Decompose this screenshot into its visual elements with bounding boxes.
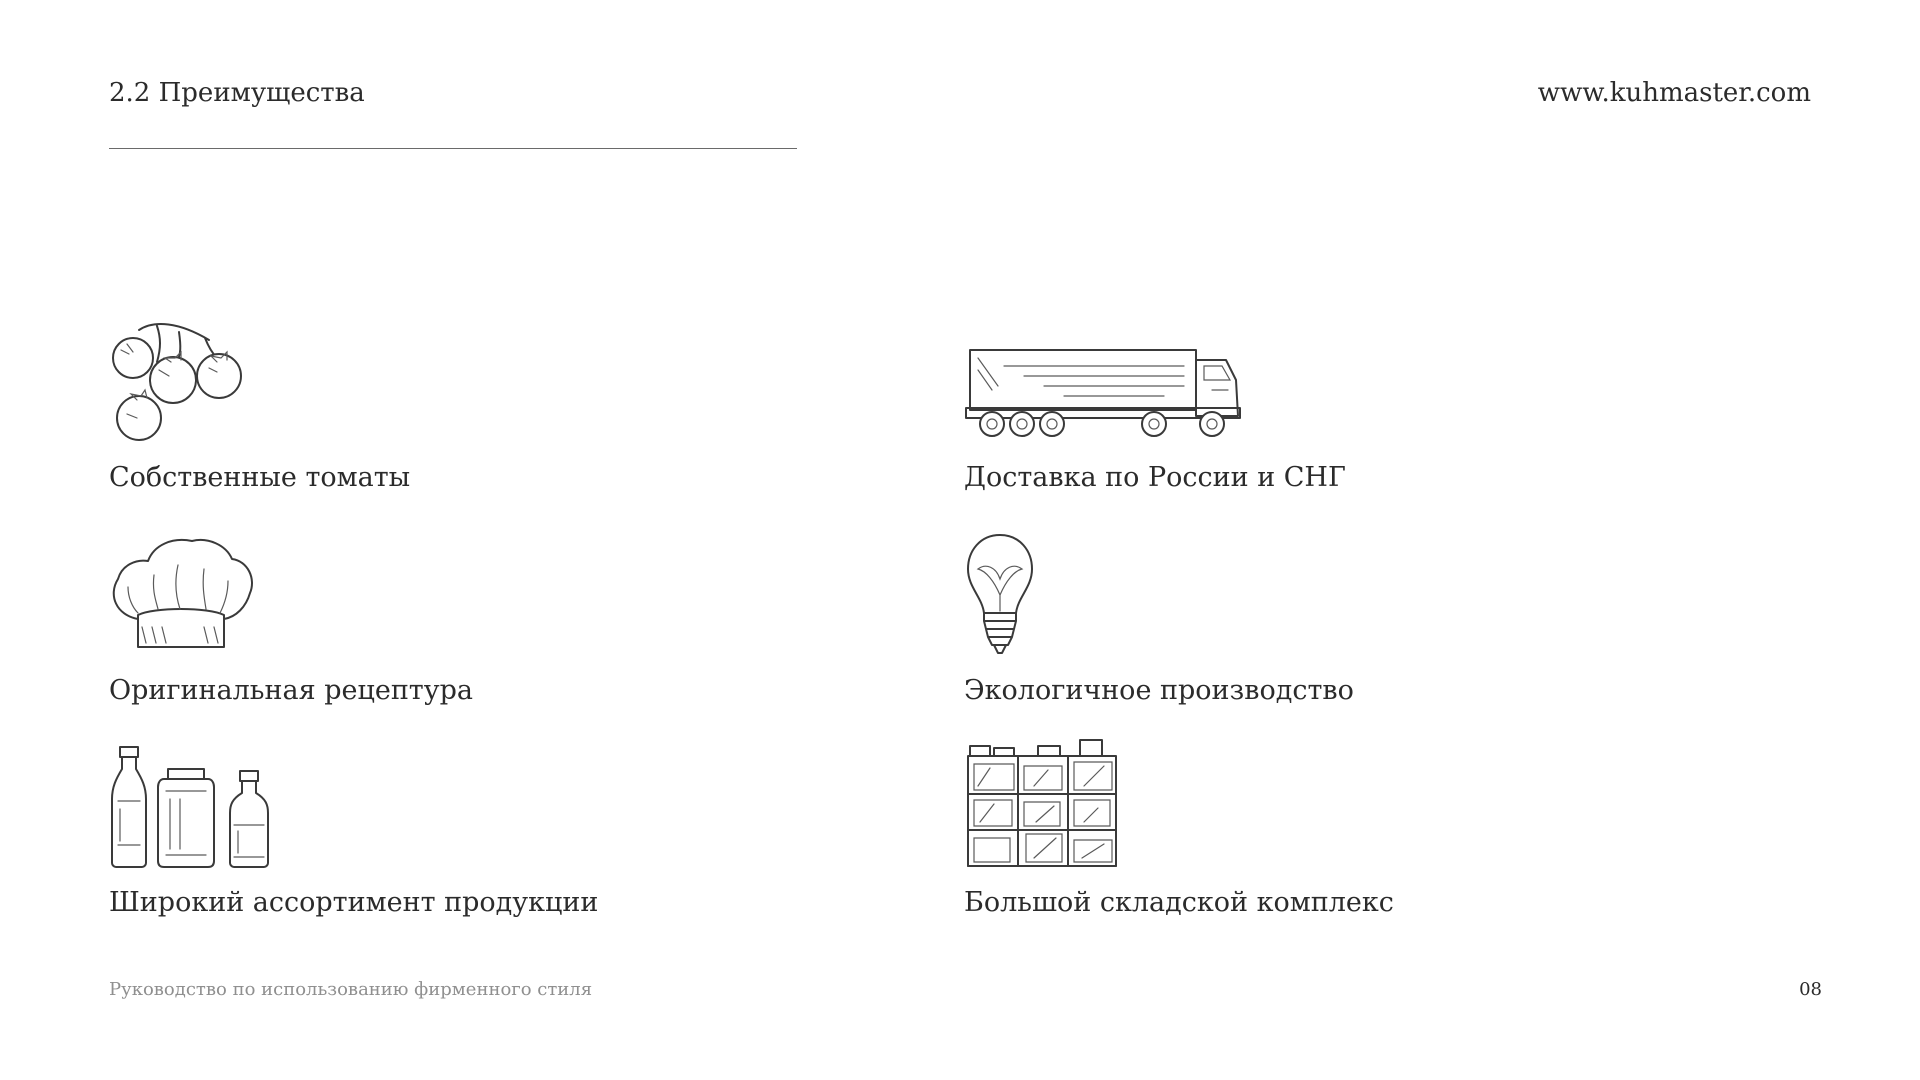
- feature-label-eco-production: Экологичное производство: [964, 675, 1354, 706]
- page-number: 08: [1799, 979, 1822, 1000]
- tomatoes-icon: [109, 318, 245, 442]
- section-title: 2.2 Преимущества: [109, 78, 365, 108]
- feature-label-delivery: Доставка по России и СНГ: [964, 462, 1346, 493]
- warehouse-shelves-icon: [964, 738, 1120, 868]
- eco-bulb-icon: [964, 533, 1036, 657]
- bottles-icon: [108, 745, 272, 869]
- truck-icon: [964, 346, 1244, 442]
- feature-label-original-recipe: Оригинальная рецептура: [109, 675, 474, 706]
- chef-hat-icon: [108, 535, 256, 655]
- feature-label-wide-assortment: Широкий ассортимент продукции: [109, 887, 599, 918]
- site-url[interactable]: www.kuhmaster.com: [1537, 78, 1811, 108]
- title-divider: [109, 148, 797, 149]
- feature-label-own-tomatoes: Собственные томаты: [109, 462, 411, 493]
- feature-label-warehouse: Большой складской комплекс: [964, 887, 1394, 918]
- footer-guide-text: Руководство по использованию фирменного стиля: [109, 979, 593, 1000]
